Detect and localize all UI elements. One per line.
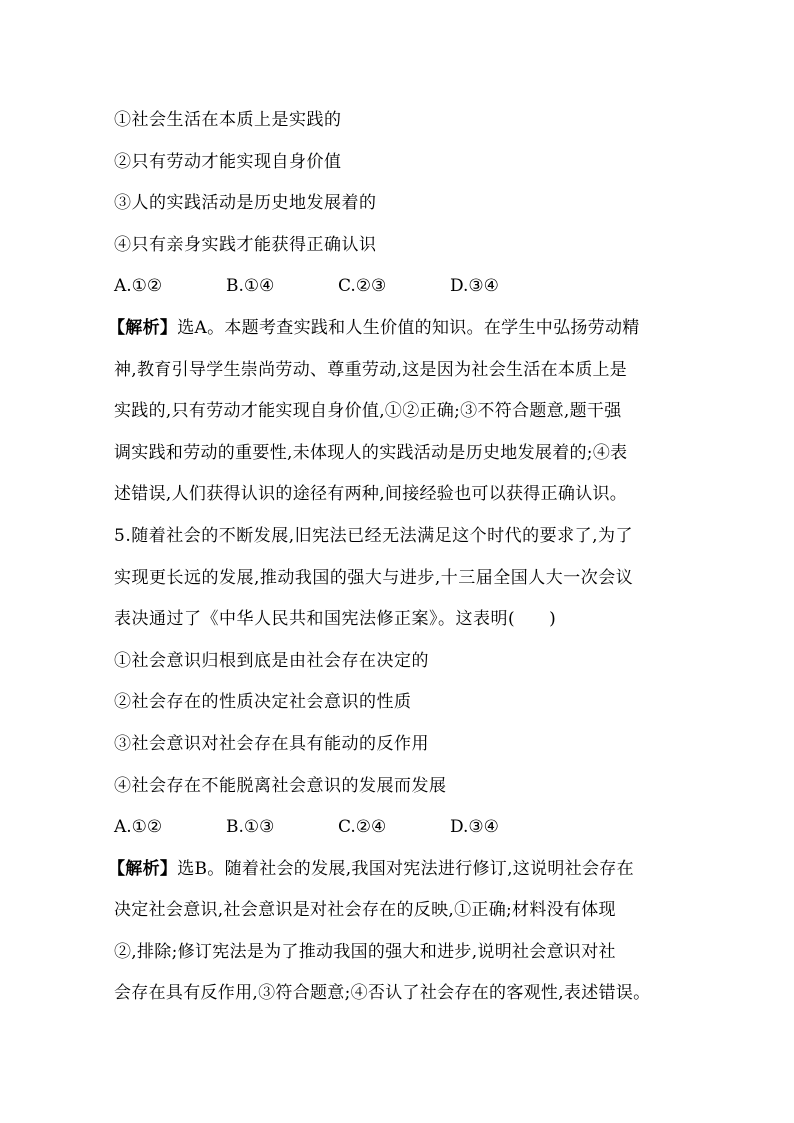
q5-choices [114, 807, 694, 849]
q4-analysis-line-3: 实践的,只有劳动才能实现自身价值,①②正确;③不符合题意,题干强 [114, 401, 622, 422]
q4-analysis-line-4: 调实践和劳动的重要性,未体现人的实践活动是历史地发展着的;④表 [114, 442, 628, 463]
q5-analysis-line-1: 【解析】选B。随着社会的发展,我国对宪法进行修订,这说明社会存在 [108, 858, 634, 879]
q4-choices [114, 266, 694, 308]
q5-analysis-line-3: ②,排除;修订宪法是为了推动我国的强大和进步,说明社会意识对社 [114, 941, 616, 962]
q4-option-4: ④只有亲身实践才能获得正确认识 [114, 234, 377, 255]
q5-analysis-tag: 【解析】 [108, 858, 178, 879]
q5-option-3: ③社会意识对社会存在具有能动的反作用 [114, 733, 429, 754]
q5-choice-c: C.②④ [338, 817, 387, 838]
q4-choice-c: C.②③ [338, 276, 387, 297]
q5-stem-line-3: 表决通过了《中华人民共和国宪法修正案》。这表明( ) [114, 609, 557, 630]
q4-analysis-tag: 【解析】 [108, 317, 178, 338]
q5-option-1: ①社会意识归根到底是由社会存在决定的 [114, 650, 429, 671]
q5-option-2: ②社会存在的性质决定社会意识的性质 [114, 692, 412, 713]
document-page [108, 100, 694, 1015]
q4-option-3: ③人的实践活动是历史地发展着的 [114, 193, 377, 214]
q5-analysis-line-2: 决定社会意识,社会意识是对社会存在的反映,①正确;材料没有体现 [114, 900, 616, 921]
q5-choice-b: B.①③ [226, 817, 275, 838]
q4-choice-a: A.①② [114, 276, 163, 297]
q4-option-1: ①社会生活在本质上是实践的 [114, 110, 342, 130]
q5-choice-a: A.①② [114, 817, 163, 838]
q4-analysis-line-2: 神,教育引导学生崇尚劳动、尊重劳动,这是因为社会生活在本质上是 [114, 359, 628, 380]
q4-choice-d: D.③④ [450, 276, 499, 297]
q4-analysis-line-1: 【解析】选A。本题考查实践和人生价值的知识。在学生中弘扬劳动精 [108, 317, 640, 338]
q4-analysis-line-5: 述错误,人们获得认识的途径有两种,间接经验也可以获得正确认识。 [114, 484, 628, 505]
q5-option-4: ④社会存在不能脱离社会意识的发展而发展 [114, 775, 447, 796]
q5-stem-line-1: 5.随着社会的不断发展,旧宪法已经无法满足这个时代的要求了,为了 [114, 525, 634, 546]
q5-analysis-line-4: 会存在具有反作用,③符合题意;④否认了社会存在的客观性,表述错误。 [114, 983, 651, 1004]
q4-choice-b: B.①④ [226, 276, 275, 297]
q5-choice-d: D.③④ [450, 817, 499, 838]
q4-option-2: ②只有劳动才能实现自身价值 [114, 151, 342, 172]
q5-stem-line-2: 实现更长远的发展,推动我国的强大与进步,十三届全国人大一次会议 [114, 567, 634, 588]
